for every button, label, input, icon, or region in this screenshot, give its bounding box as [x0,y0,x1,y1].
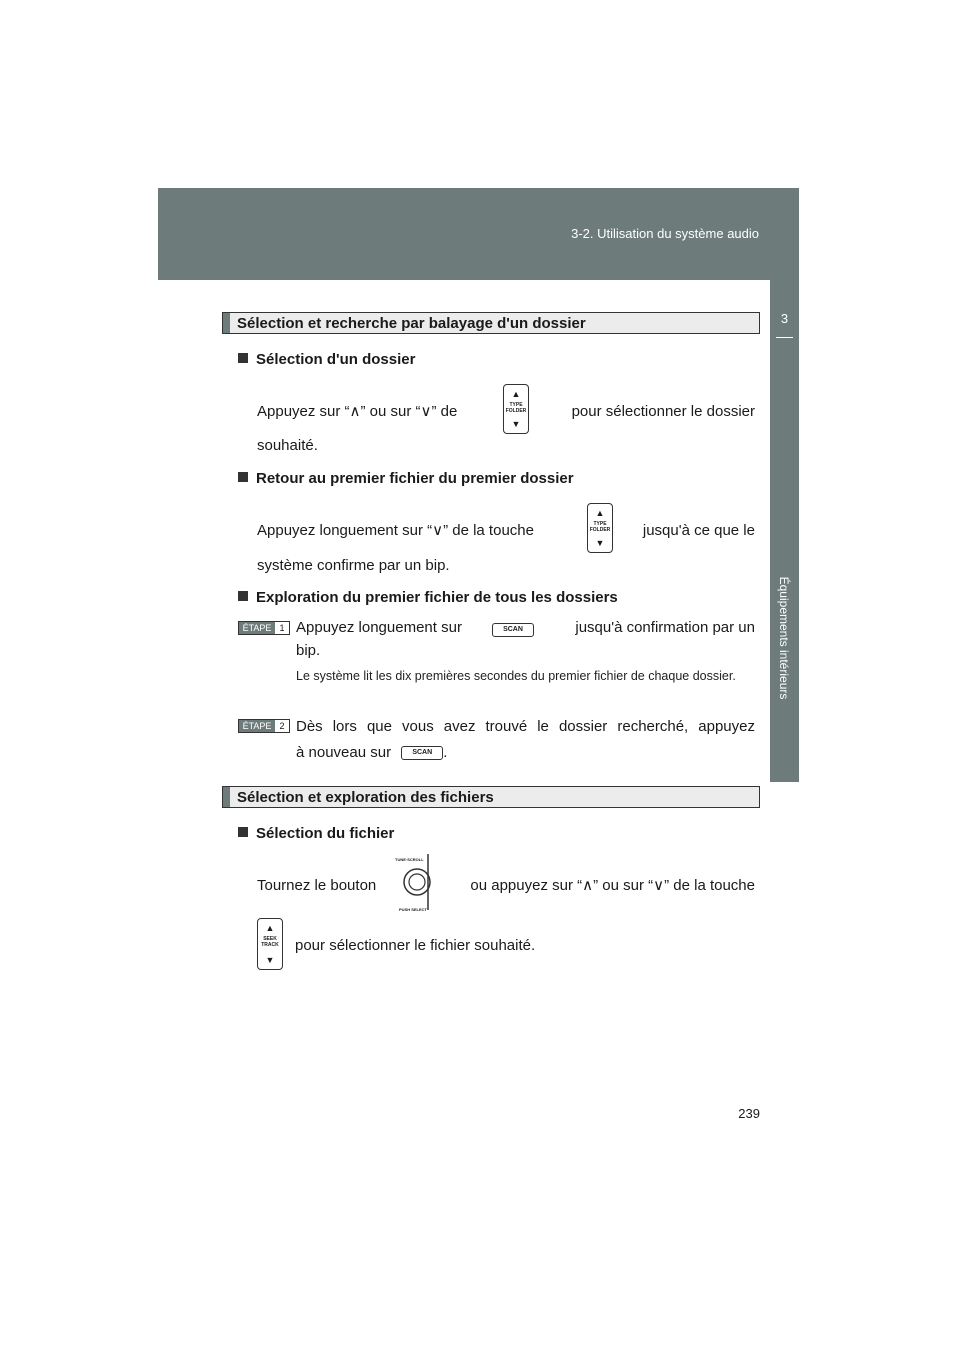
page-number: 239 [738,1106,760,1121]
chevron-down-icon: ▼ [265,955,275,965]
subheading-text: Exploration du premier fichier de tous les dossiers [256,589,618,606]
subheading-text: Sélection d'un dossier [256,351,416,368]
button-label: TYPE FOLDER [589,521,611,533]
paragraph-first-file [257,503,755,553]
chevron-up-icon: ▲ [265,923,275,933]
text-line: Appuyez longuement sur [296,619,462,636]
subheading-first-file [238,470,574,487]
section-title: Sélection et recherche par balayage d'un dossier [237,315,586,332]
text-line: Dès lors que vous avez trouvé le dossier recherché, appuyez [296,718,755,735]
scan-button: SCAN [401,746,443,760]
tune-knob-icon [395,852,439,912]
text-line: Appuyez sur “∧” ou sur “∨” de [257,403,458,420]
scan-button [492,619,534,641]
knob-label-top: TUNE·SCROLL [395,857,424,862]
step-badge-1 [238,621,290,635]
subheading-text: Retour au premier fichier du premier dossier [256,470,574,487]
square-bullet-icon [238,353,248,363]
paragraph-folder-select [257,384,755,434]
subheading-text: Sélection du fichier [256,825,395,842]
button-label: SEEK TRACK [261,936,279,948]
text-line: jusqu'à confirmation par un [575,619,755,636]
side-tab [770,280,799,782]
section-heading-folder [222,312,760,334]
chapter-title: 3-2. Utilisation du système audio [571,226,759,241]
chapter-number [770,300,799,338]
step-number: 1 [275,622,289,634]
text-line: jusqu'à ce que le [642,522,755,539]
text-line: . [443,744,448,761]
step-number: 2 [275,720,289,732]
paragraph-file-select [257,852,755,912]
step-label: ÉTAPE [239,622,275,634]
square-bullet-icon [238,472,248,482]
text-line: pour sélectionner le fichier souhaité. [295,937,536,954]
text-line: bip. [296,642,321,659]
section-title: Sélection et exploration des fichiers [237,789,494,806]
button-label: SCAN [492,623,534,637]
text-line: pour sélectionner le dossier [571,403,755,420]
type-folder-button [587,503,613,553]
divider [776,337,793,338]
knob-label-bottom: PUSH SELECT [399,907,428,912]
step-label: ÉTAPE [239,720,275,732]
button-label: TYPE FOLDER [505,402,527,414]
paragraph-file-select-2 [257,918,755,968]
square-bullet-icon [238,591,248,601]
square-bullet-icon [238,827,248,837]
chapter-number-text: 3 [780,311,789,326]
chevron-up-icon: ▲ [595,508,605,518]
step-badge-2 [238,719,290,733]
header-band [158,188,799,280]
subheading-explore [238,589,618,606]
type-folder-button [503,384,529,434]
chevron-down-icon: ▼ [511,419,521,429]
section-marker [223,787,230,807]
chevron-up-icon: ▲ [511,389,521,399]
seek-track-button [257,918,283,970]
subheading-file-select [238,825,394,842]
section-heading-files [222,786,760,808]
step-1-line [296,617,755,639]
section-marker [223,313,230,333]
chevron-down-icon: ▼ [595,538,605,548]
text-line: ou appuyez sur “∧” ou sur “∨” de la touche [470,877,755,894]
text-line: à nouveau sur [296,744,392,761]
note-text: Le système lit les dix premières secondes du premier fichier de chaque dossier. [296,669,736,683]
subheading-folder-select [238,351,415,368]
step-2-line [296,742,755,764]
text-line: Tournez le bouton [257,877,377,894]
text-line: Appuyez longuement sur “∨” de la touche [257,522,534,539]
text-line: souhaité. [257,437,318,454]
text-line: système confirme par un bip. [257,557,450,574]
chapter-label: Équipements intérieurs [777,576,791,700]
